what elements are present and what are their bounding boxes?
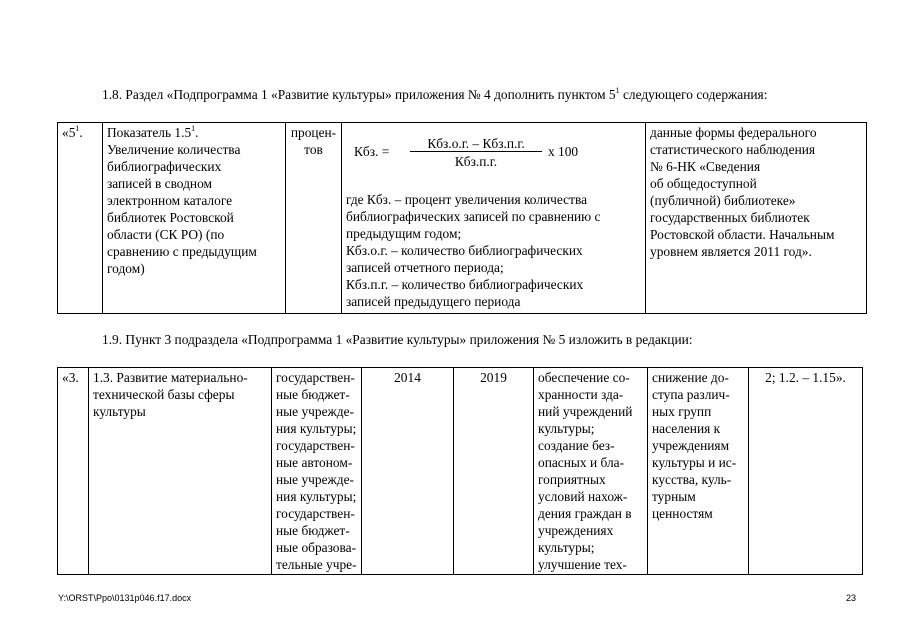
table2-indicator-link-cell: 2; 1.2. – 1.15». (749, 368, 863, 575)
table2-consequence-cell: снижение до- ступа различ- ных групп населения к учреждениям культуры и ис- кусства, куль- турным ценностям (648, 368, 749, 575)
table-activity (57, 367, 863, 575)
table1-indicator-cell: Показатель $1.5^1$. Увеличение количества библиографических записей в сводном электронном каталоге библиотек Ростовской области (СК РО) (по сравнению с предыдущим годом) (103, 123, 286, 314)
table1-source-cell: данные формы федерального статистического наблюдения № 6-НК «Сведения об общедоступной (публичной) библиотеке» государственных библиотек Ростовской области. Начальным уровнем является 2011 год». (646, 123, 867, 314)
formula-multiplier: х 100 (548, 144, 579, 159)
footer-file-path: Y:\ORST\Ppo\0131p046.f17.docx (58, 593, 192, 603)
table-row (58, 123, 867, 314)
table2-start-year-cell: 2014 (362, 368, 454, 575)
table2-end-year-cell: 2019 (454, 368, 534, 575)
formula (346, 124, 641, 174)
table2-executor-cell: государствен- ные бюджет- ные учрежде- ния культуры; государствен- ные автоном- ные учрежде- ния культуры; государствен- ные бюджет- ные образова- тельные учре- (272, 368, 362, 575)
table2-number-cell: «3. (58, 368, 89, 575)
footer-page-number: 23 (846, 593, 857, 603)
paragraph-1-8 (102, 86, 767, 103)
formula-denominator: Кбз.п.г. (454, 154, 498, 169)
table1-number-cell: «$5^1$. (58, 123, 103, 314)
table1-formula-cell: Кбз. = Кбз.о.г. – Кбз.п.г. Кбз.п.г. х 100 где Кбз. – процент увеличения количества библиографических записей по сравнению с предыдущим годом; Кбз.о.г. – количество библиографических записей отчетного периода; Кбз.п.г. – количество библиографических записей предыдущего периода (342, 123, 646, 314)
table-row (58, 368, 863, 575)
paragraph-1-8-text: 1.8. Раздел «Подпрограмма 1 «Развитие культуры» приложения № 4 дополнить пунктом 5 (102, 87, 616, 102)
table1-unit-cell: процен- тов (286, 123, 342, 314)
paragraph-1-8-text-end: следующего содержания: (619, 87, 768, 102)
table2-result-cell: обеспечение со- хранности зда- ний учреждений культуры; создание без- опасных и бла- гоприятных условий нахож- дения граждан в учреждениях культуры; улучшение тех- (534, 368, 648, 575)
paragraph-1-8-sup: 1 (615, 86, 620, 95)
formula-lhs: Кбз. = (354, 144, 390, 159)
table2-activity-cell: 1.3. Развитие материально- технической базы сферы культуры (89, 368, 272, 575)
paragraph-1-9: 1.9. Пункт 3 подраздела «Подпрограмма 1 «Развитие культуры» приложения № 5 изложить в редакции: (102, 332, 693, 347)
table-indicator (57, 122, 867, 314)
formula-numerator: Кбз.о.г. – Кбз.п.г. (410, 136, 542, 152)
